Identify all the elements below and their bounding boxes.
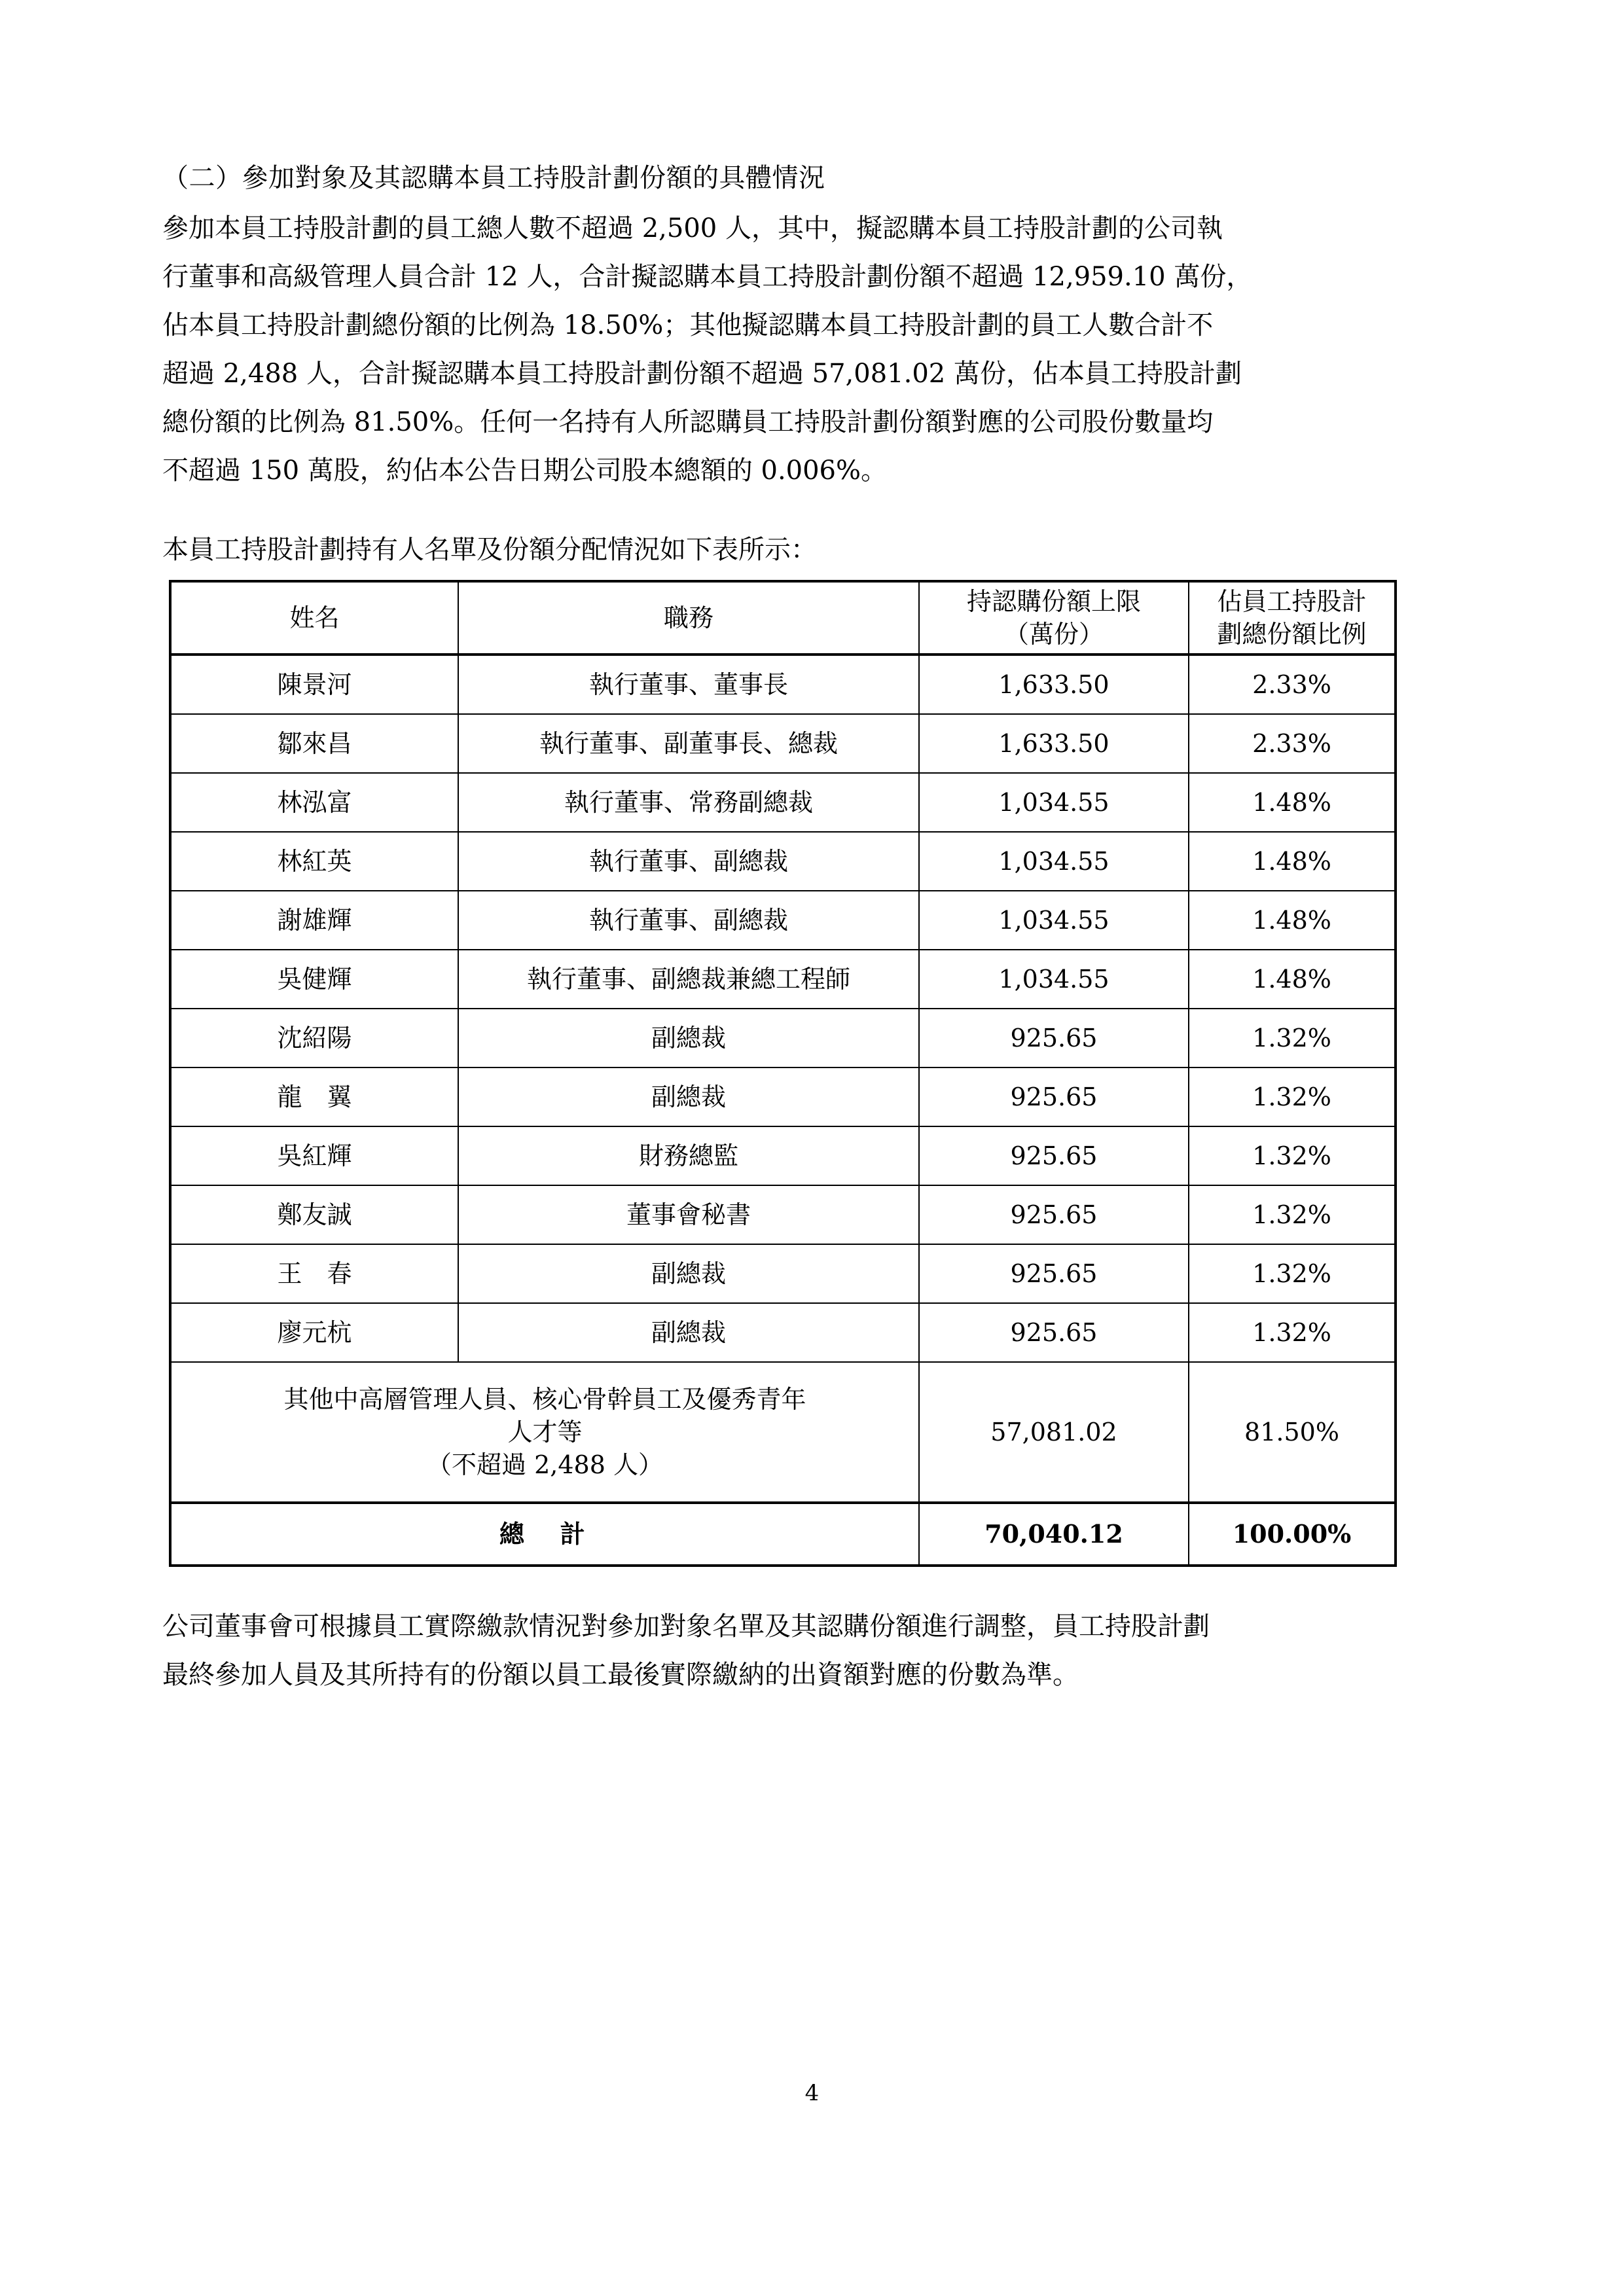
paragraph-line: 不超過 150 萬股，約佔本公告日期公司股本總額的 0.006%。 [162, 456, 888, 486]
cell-pct: 2.33% [1189, 714, 1396, 773]
cell-cap: 925.65 [919, 1009, 1189, 1067]
cell-total-label: 總 計 [170, 1503, 919, 1566]
table-row-other-employees [170, 1362, 1396, 1503]
cell-pct: 1.32% [1189, 1185, 1396, 1244]
cell-pct: 1.32% [1189, 1303, 1396, 1362]
paragraph-line: 最終參加人員及其所持有的份額以員工最後實際繳納的出資額對應的份數為準。 [162, 1660, 1079, 1690]
table-intro-text: 本員工持股計劃持有人名單及份額分配情況如下表所示： [162, 535, 817, 565]
cell-name: 陳景河 [170, 655, 458, 714]
other-line-3: （不超過 2,488 人） [427, 1450, 663, 1480]
table-row [170, 1067, 1396, 1126]
header-cell-name: 姓名 [170, 581, 458, 655]
page-content [162, 165, 1461, 1699]
cell-pct: 1.32% [1189, 1009, 1396, 1067]
cell-cap: 925.65 [919, 1067, 1189, 1126]
paragraph-line: 參加本員工持股計劃的員工總人數不超過 2,500 人，其中，擬認購本員工持股計劃的公司執 [162, 213, 1223, 243]
header-cell-pct [1189, 581, 1396, 655]
page-number: 4 [804, 2080, 820, 2106]
table-row [170, 950, 1396, 1009]
table-row [170, 655, 1396, 714]
table-row [170, 1009, 1396, 1067]
cell-title: 副總裁 [458, 1067, 919, 1126]
header-pct-line2: 劃總份額比例 [1217, 620, 1367, 649]
cell-title: 財務總監 [458, 1126, 919, 1185]
cell-title: 執行董事、副總裁兼總工程師 [458, 950, 919, 1009]
cell-cap: 925.65 [919, 1185, 1189, 1244]
table-row [170, 1244, 1396, 1303]
cell-pct: 1.48% [1189, 891, 1396, 950]
cell-name: 沈紹陽 [170, 1009, 458, 1067]
cell-name: 廖元杭 [170, 1303, 458, 1362]
cell-cap: 1,633.50 [919, 655, 1189, 714]
cell-title: 執行董事、副董事長、總裁 [458, 714, 919, 773]
cell-title: 執行董事、常務副總裁 [458, 773, 919, 832]
paragraph-line: 總份額的比例為 81.50%。任何一名持有人所認購員工持股計劃份額對應的公司股份數量均 [162, 407, 1214, 437]
cell-pct: 1.32% [1189, 1244, 1396, 1303]
cell-cap: 1,034.55 [919, 832, 1189, 891]
cell-cap: 925.65 [919, 1126, 1189, 1185]
cell-pct: 2.33% [1189, 655, 1396, 714]
cell-cap: 1,034.55 [919, 950, 1189, 1009]
cell-name: 謝雄輝 [170, 891, 458, 950]
table-row [170, 891, 1396, 950]
cell-name: 林紅英 [170, 832, 458, 891]
cell-title: 副總裁 [458, 1009, 919, 1067]
cell-pct: 1.48% [1189, 832, 1396, 891]
cell-title: 董事會秘書 [458, 1185, 919, 1244]
table-row [170, 1126, 1396, 1185]
cell-pct: 1.32% [1189, 1126, 1396, 1185]
paragraph-line: 公司董事會可根據員工實際繳款情況對參加對象名單及其認購份額進行調整，員工持股計劃 [162, 1611, 1210, 1641]
table-row [170, 1303, 1396, 1362]
cell-cap: 1,034.55 [919, 891, 1189, 950]
paragraph-participants [162, 204, 1461, 495]
cell-pct: 1.48% [1189, 773, 1396, 832]
cell-total-cap: 70,040.12 [919, 1503, 1189, 1566]
cell-pct: 81.50% [1189, 1362, 1396, 1503]
cell-cap: 1,034.55 [919, 773, 1189, 832]
cell-title: 執行董事、副總裁 [458, 832, 919, 891]
cell-name: 鄒來昌 [170, 714, 458, 773]
header-pct-line1: 佔員工持股計 [1217, 586, 1367, 616]
cell-name: 龍 翼 [170, 1067, 458, 1126]
table-row [170, 773, 1396, 832]
other-line-1: 其他中高層管理人員、核心骨幹員工及優秀青年 [283, 1384, 806, 1414]
cell-cap: 925.65 [919, 1244, 1189, 1303]
cell-name: 吳紅輝 [170, 1126, 458, 1185]
table-header-row [170, 581, 1396, 655]
table-row [170, 714, 1396, 773]
cell-cap: 57,081.02 [919, 1362, 1189, 1503]
cell-title: 副總裁 [458, 1244, 919, 1303]
cell-pct: 1.48% [1189, 950, 1396, 1009]
cell-name: 王 春 [170, 1244, 458, 1303]
cell-cap: 1,633.50 [919, 714, 1189, 773]
header-cell-cap [919, 581, 1189, 655]
holders-table [169, 580, 1397, 1567]
paragraph-line: 行董事和高級管理人員合計 12 人，合計擬認購本員工持股計劃份額不超過 12,959.10 萬份， [162, 262, 1253, 292]
paragraph-closing [162, 1602, 1461, 1699]
cell-name: 吳健輝 [170, 950, 458, 1009]
cell-title: 副總裁 [458, 1303, 919, 1362]
other-line-2: 人才等 [507, 1417, 583, 1446]
cell-title: 執行董事、董事長 [458, 655, 919, 714]
header-cell-title: 職務 [458, 581, 919, 655]
table-row [170, 1185, 1396, 1244]
cell-pct: 1.32% [1189, 1067, 1396, 1126]
table-row [170, 832, 1396, 891]
cell-name: 鄭友誠 [170, 1185, 458, 1244]
cell-other-description [170, 1362, 919, 1503]
paragraph-line: 超過 2,488 人，合計擬認購本員工持股計劃份額不超過 57,081.02 萬份，佔本員工持股計劃 [162, 359, 1242, 389]
cell-total-pct: 100.00% [1189, 1503, 1396, 1566]
cell-cap: 925.65 [919, 1303, 1189, 1362]
section-heading: （二）參加對象及其認購本員工持股計劃份額的具體情況 [162, 163, 825, 193]
header-cap-line2: （萬份） [1003, 620, 1104, 649]
table-row-total [170, 1503, 1396, 1566]
cell-title: 執行董事、副總裁 [458, 891, 919, 950]
paragraph-line: 佔本員工持股計劃總份額的比例為 18.50%；其他擬認購本員工持股計劃的員工人數合計不 [162, 310, 1214, 340]
cell-name: 林泓富 [170, 773, 458, 832]
header-cap-line1: 持認購份額上限 [966, 586, 1141, 616]
